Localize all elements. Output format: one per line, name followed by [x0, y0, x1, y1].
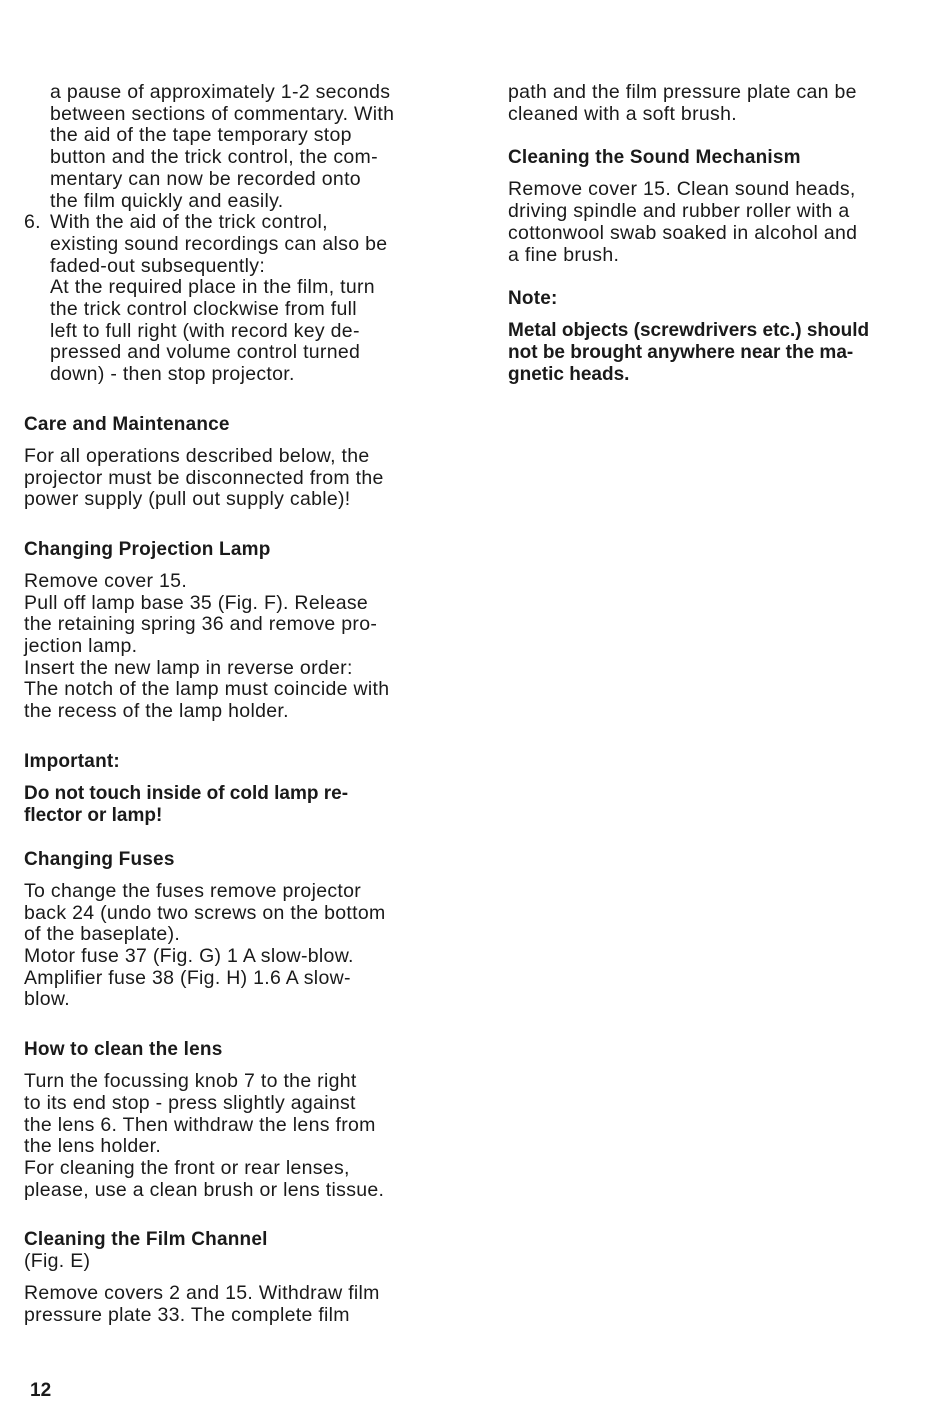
text-line: Do not touch inside of cold lamp re- [24, 782, 349, 804]
text-line: faded-out subsequently: [50, 254, 266, 277]
text-line: pressed and volume control turned [50, 341, 361, 364]
text-line: jection lamp. [24, 635, 138, 658]
text-line: between sections of commentary. With [50, 102, 395, 125]
text-line: not be brought anywhere near the ma- [508, 342, 854, 364]
text-line: projector must be disconnected from the [24, 466, 384, 489]
right-column [508, 82, 930, 386]
section-heading-care: Care and Maintenance [24, 413, 230, 435]
left-column [24, 82, 446, 1326]
text-line: the retaining spring 36 and remove pro- [24, 613, 378, 636]
text-line: cottonwool swab soaked in alcohol and [508, 221, 858, 244]
text-line: the film quickly and easily. [50, 189, 284, 212]
text-line: driving spindle and rubber roller with a [508, 200, 850, 223]
text-line: With the aid of the trick control, [50, 211, 328, 234]
text-line: of the baseplate). [24, 923, 181, 946]
section-heading-lamp: Changing Projection Lamp [24, 538, 271, 560]
text-line: the recess of the lamp holder. [24, 700, 289, 723]
note-paragraph [508, 320, 930, 386]
text-line: gnetic heads. [508, 364, 630, 386]
text-line: existing sound recordings can also be [50, 232, 388, 255]
fuses-paragraph [24, 881, 446, 1011]
text-line: to its end stop - press slightly against [24, 1091, 356, 1114]
text-line: the trick control clockwise from full [50, 298, 357, 321]
lens-paragraph [24, 1071, 446, 1201]
text-line: Turn the focussing knob 7 to the right [24, 1070, 357, 1093]
text-line: the lens 6. Then withdraw the lens from [24, 1113, 376, 1136]
text-line: the aid of the tape temporary stop [50, 124, 352, 147]
section-heading-important: Important: [24, 750, 120, 772]
text-line: Insert the new lamp in reverse order: [24, 656, 353, 679]
text-line: a pause of approximately 1-2 seconds [50, 81, 391, 103]
continuation-paragraph [508, 82, 930, 125]
text-line: For cleaning the front or rear lenses, [24, 1156, 350, 1179]
film-channel-paragraph [24, 1283, 446, 1326]
text-line: Remove covers 2 and 15. Withdraw film [24, 1282, 380, 1305]
text-line: Pull off lamp base 35 (Fig. F). Release [24, 591, 369, 614]
list-item-number: 6. [24, 211, 41, 234]
text-line: the lens holder. [24, 1135, 162, 1158]
text-line: left to full right (with record key de- [50, 319, 360, 342]
text-line: down) - then stop projector. [50, 363, 295, 386]
text-line: cleaned with a soft brush. [508, 102, 737, 125]
text-line: a fine brush. [508, 243, 620, 266]
text-line: mentary can now be recorded onto [50, 167, 361, 190]
text-line: please, use a clean brush or lens tissue. [24, 1178, 385, 1201]
text-line: power supply (pull out supply cable)! [24, 488, 351, 511]
page-number: 12 [30, 1380, 52, 1401]
section-heading-fuses: Changing Fuses [24, 848, 175, 870]
text-line: To change the fuses remove projector [24, 879, 362, 902]
section-subheading: (Fig. E) [24, 1250, 91, 1273]
section-heading-lens: How to clean the lens [24, 1039, 223, 1061]
text-line: button and the trick control, the com- [50, 146, 378, 169]
section-heading-sound: Cleaning the Sound Mechanism [508, 147, 801, 169]
text-line: back 24 (undo two screws on the bottom [24, 901, 386, 924]
text-line: For all operations described below, the [24, 444, 370, 467]
text-line: flector or lamp! [24, 804, 163, 826]
text-line: Motor fuse 37 (Fig. G) 1 A slow-blow. [24, 944, 354, 967]
section-heading-film-channel: Cleaning the Film Channel [24, 1229, 268, 1251]
continuation-paragraph [24, 82, 446, 212]
text-line: Metal objects (screwdrivers etc.) should [508, 320, 870, 342]
sound-paragraph [508, 179, 930, 266]
text-line: pressure plate 33. The complete film [24, 1303, 350, 1326]
section-heading-note: Note: [508, 288, 558, 310]
lamp-paragraph [24, 571, 446, 723]
text-line: blow. [24, 988, 70, 1011]
text-line: Remove cover 15. [24, 569, 188, 592]
care-paragraph [24, 446, 446, 511]
text-line: Remove cover 15. Clean sound heads, [508, 178, 856, 201]
text-line: Amplifier fuse 38 (Fig. H) 1.6 A slow- [24, 966, 351, 989]
text-line: The notch of the lamp must coincide with [24, 678, 390, 701]
text-line: path and the film pressure plate can be [508, 81, 857, 103]
text-line: At the required place in the film, turn [50, 276, 375, 299]
list-item-6 [24, 212, 446, 386]
important-paragraph [24, 783, 446, 827]
